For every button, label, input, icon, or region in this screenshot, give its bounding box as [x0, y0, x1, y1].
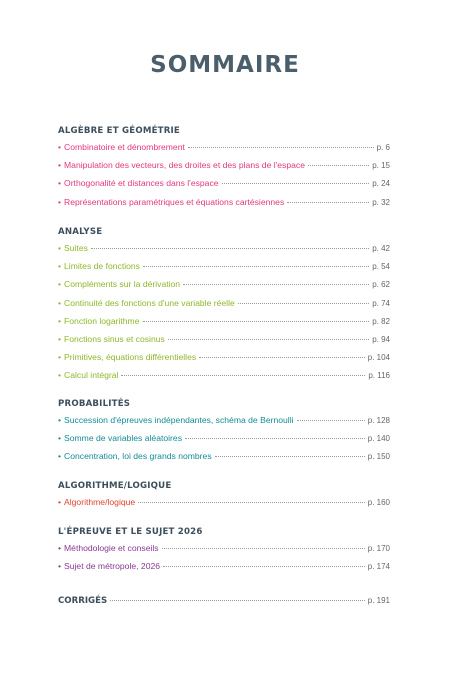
- bullet: •: [58, 352, 62, 363]
- section-algorithme-logique: [58, 480, 390, 511]
- toc-entry-page: p. 174: [367, 562, 390, 572]
- toc-entry[interactable]: [58, 348, 390, 366]
- toc-entry-label: Limites de fonctions: [64, 261, 140, 272]
- toc-entry-label: Compléments sur la dérivation: [64, 279, 181, 290]
- bullet: •: [58, 451, 62, 462]
- section-probabilites: [58, 398, 390, 466]
- toc-entry-label: Succession d'épreuves indépendantes, schéma de Bernoulli: [64, 415, 294, 425]
- dot-leader: [188, 147, 374, 148]
- toc-entry[interactable]: [58, 174, 390, 192]
- dot-leader: [238, 303, 369, 304]
- toc-entry-page: p. 15: [372, 161, 390, 171]
- dot-leader: [308, 165, 369, 166]
- toc-entry-page: p. 24: [372, 179, 390, 189]
- toc-entry-label: Calcul intégral: [64, 370, 119, 381]
- toc-entry-label: Combinatoire et dénombrement: [64, 142, 185, 152]
- toc-entry-page: p. 74: [372, 298, 390, 308]
- section-corriges: [58, 594, 390, 608]
- section-heading: ALGÈBRE ET GÉOMÉTRIE: [58, 126, 181, 136]
- bullet: •: [58, 561, 62, 572]
- dot-leader: [168, 339, 369, 340]
- bullet: •: [58, 279, 62, 290]
- toc-entry[interactable]: [58, 294, 390, 312]
- dot-leader: [297, 420, 365, 421]
- toc-entry-page: p. 140: [367, 434, 390, 444]
- toc-entry-page: p. 128: [367, 416, 390, 425]
- toc-entry-label: Fonctions sinus et cosinus: [64, 333, 165, 344]
- toc-entry-page: p. 104: [367, 353, 390, 363]
- section-heading: ANALYSE: [58, 227, 103, 237]
- toc-entry-label: Continuité des fonctions d'une variable réelle: [64, 297, 235, 308]
- section-heading: ALGORITHME/LOGIQUE: [58, 481, 172, 491]
- dot-leader: [143, 321, 370, 322]
- bullet: •: [58, 142, 62, 152]
- dot-leader: [163, 566, 365, 567]
- toc-entry-page: p. 160: [367, 498, 390, 507]
- toc-entry[interactable]: [58, 138, 390, 156]
- toc-entry-page: p. 94: [372, 334, 390, 344]
- dot-leader: [91, 248, 369, 249]
- toc-entry[interactable]: [58, 275, 390, 293]
- toc-entry-page: p. 150: [367, 452, 390, 462]
- toc-entry[interactable]: [58, 193, 390, 211]
- toc-entry-page: p. 32: [372, 197, 390, 207]
- bullet: •: [58, 243, 62, 253]
- dot-leader: [138, 502, 365, 503]
- toc-entry-page: p. 54: [372, 262, 390, 272]
- dot-leader: [287, 202, 369, 203]
- toc-entry[interactable]: [58, 312, 390, 330]
- toc-entry-page: p. 82: [372, 316, 390, 326]
- dot-leader: [143, 266, 369, 267]
- toc-entry-page: p. 6: [376, 143, 390, 152]
- toc-entry-label: Orthogonalité et distances dans l'espace: [64, 178, 219, 189]
- corriges-label: CORRIGÉS: [58, 596, 108, 606]
- bullet: •: [58, 433, 62, 444]
- dot-leader: [185, 438, 365, 439]
- bullet: •: [58, 333, 62, 344]
- dot-leader: [110, 600, 365, 601]
- toc-entry-label: Algorithme/logique: [64, 497, 136, 507]
- toc-entry[interactable]: [58, 429, 390, 447]
- toc-entry[interactable]: [58, 239, 390, 257]
- toc-entry-label: Suites: [64, 243, 88, 253]
- toc-entry-corriges[interactable]: [58, 594, 390, 608]
- toc-entry[interactable]: [58, 156, 390, 174]
- corriges-page: p. 191: [367, 596, 390, 605]
- toc-entry-page: p. 62: [372, 280, 390, 290]
- bullet: •: [58, 160, 62, 171]
- dot-leader: [199, 357, 365, 358]
- dot-leader: [215, 456, 365, 457]
- toc-entry[interactable]: [58, 330, 390, 348]
- page-title: SOMMAIRE: [150, 52, 300, 78]
- section-epreuve-sujet: [58, 526, 390, 575]
- toc-entry[interactable]: [58, 366, 390, 384]
- section-analyse: [58, 226, 390, 385]
- bullet: •: [58, 196, 62, 207]
- toc-entry-label: Méthodologie et conseils: [64, 543, 159, 553]
- toc-entry-label: Primitives, équations différentielles: [64, 352, 197, 363]
- toc-entry[interactable]: [58, 557, 390, 575]
- bullet: •: [58, 315, 62, 326]
- section-heading: L'ÉPREUVE ET LE SUJET 2026: [58, 527, 203, 537]
- toc-entry[interactable]: [58, 447, 390, 465]
- toc-entry[interactable]: [58, 411, 390, 429]
- dot-leader: [162, 548, 365, 549]
- bullet: •: [58, 178, 62, 189]
- toc-entry-page: p. 42: [372, 244, 390, 253]
- bullet: •: [58, 297, 62, 308]
- toc-entry-label: Fonction logarithme: [64, 315, 140, 326]
- toc-entry-page: p. 116: [368, 371, 390, 381]
- section-heading: PROBABILITÉS: [58, 399, 131, 409]
- section-algebre-geometrie: [58, 125, 390, 211]
- toc-entry-page: p. 170: [367, 544, 390, 553]
- toc-entry-label: Concentration, loi des grands nombres: [64, 451, 212, 462]
- toc-entry-label: Sujet de métropole, 2026: [64, 561, 161, 572]
- toc-entry-label: Somme de variables aléatoires: [64, 433, 182, 444]
- dot-leader: [183, 284, 369, 285]
- dot-leader: [222, 183, 370, 184]
- bullet: •: [58, 370, 62, 381]
- bullet: •: [58, 497, 62, 507]
- bullet: •: [58, 543, 62, 553]
- toc-entry[interactable]: [58, 257, 390, 275]
- dot-leader: [121, 375, 365, 376]
- toc-entry[interactable]: [58, 539, 390, 557]
- bullet: •: [58, 261, 62, 272]
- bullet: •: [58, 415, 62, 425]
- toc-entry-label: Représentations paramétriques et équations cartésiennes: [64, 196, 285, 207]
- toc-entry[interactable]: [58, 493, 390, 511]
- toc-entry-label: Manipulation des vecteurs, des droites et des plans de l'espace: [64, 160, 305, 171]
